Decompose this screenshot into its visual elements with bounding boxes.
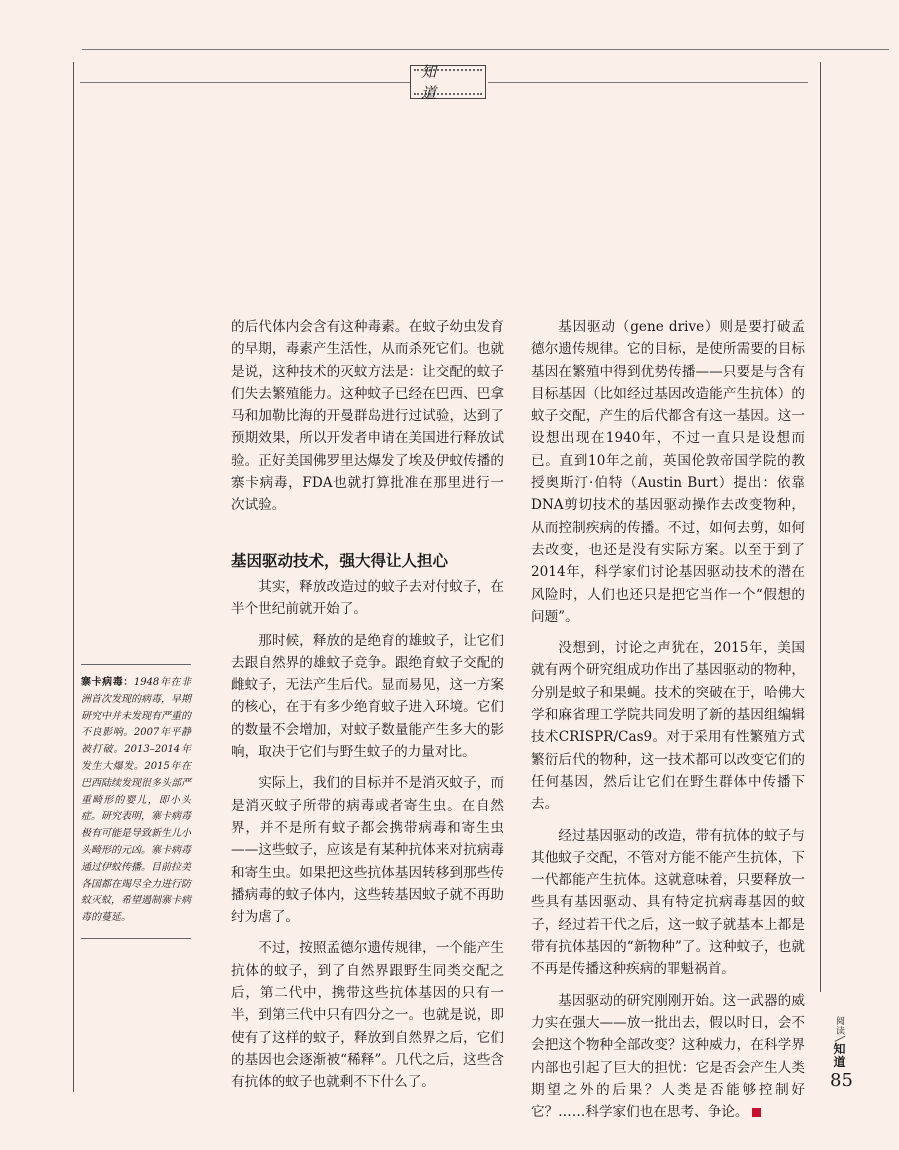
note-bottom-rule bbox=[81, 938, 191, 939]
paragraph: 没想到，讨论之声犹在，2015年，美国就有两个研究组成功作出了基因驱动的物种，分别是蚊子和果蝇。技术的突破在于，哈佛大学和麻省理工学院共同发明了新的基因组编辑技术CRISPR/Cas9。对于采用有性繁殖方式繁衍后代的物种，这一技术都可以改变它们的任何基因，然后让它们在野生群体中传播下去。 bbox=[531, 640, 805, 813]
header-line-left bbox=[80, 82, 410, 83]
paragraph: 基因驱动（gene drive）则是要打破孟德尔遗传规律。它的目标，是使所需要的目标基因在繁殖中得到优势传播——只要是与含有目标基因（比如经过基因改造能产生抗体）的蚊子交配，产生的后代都含有这一基因。这一设想出现在1940年，不过一直只是设想而已。直到10年之前，英国伦敦帝国学院的教授奥斯汀·伯特（Austin Burt）提出：依靠DNA剪切技术的基因驱动操作去改变物种，从而控制疾病的传播。不过，如何去剪，如何去改变，也还是没有实际方案。以至于到了2014年，科学家们讨论基因驱动技术的潜在风险时，人们也还只是把它当作一个“假想的问题”。 bbox=[531, 319, 805, 625]
page-number: 85 bbox=[830, 1070, 853, 1092]
note-term: 寨卡病毒： bbox=[81, 677, 134, 688]
note-body bbox=[81, 665, 191, 938]
paragraph: 经过基因驱动的改造，带有抗体的蚊子与其他蚊子交配，不管对方能不能产生抗体，下一代都能产生抗体。这就意味着，只要释放一些具有基因驱动、具有特定抗病毒基因的蚊子，经过若干代之后，这一蚊子就基本上都是带有抗体基因的“新物种”了。这种蚊子，也就不再是传播这种疾病的罪魁祸首。 bbox=[531, 827, 805, 978]
article-right-column bbox=[531, 316, 805, 1132]
paragraph-last bbox=[531, 990, 805, 1124]
folio-magazine: 阅读 bbox=[834, 1016, 844, 1036]
paragraph: 那时候，释放的是绝育的雄蚊子，让它们去跟自然界的雄蚊子竞争。跟绝育蚊子交配的雌蚊子，无法产生后代。显而易见，这一方案的核心，在于有多少绝育蚊子进入环境。它们的数量不会增加，对蚊子数量能产生多大的影响，取决于它们与野生蚊子的力量对比。 bbox=[231, 632, 504, 761]
folio-section-name: 知道 bbox=[832, 1042, 846, 1069]
paragraph: 实际上，我们的目标并不是消灭蚊子，而是消灭蚊子所带的病毒或者寄生虫。在自然界，并不是所有蚊子都会携带病毒和寄生虫——这些蚊子，应该是有某种抗体来对抗病毒和寄生虫。如果把这些抗体基因转移到那些传播病毒的蚊子体内，这些转基因蚊子就不再助纣为虐了。 bbox=[231, 775, 504, 926]
glossary-note bbox=[81, 664, 191, 939]
paragraph: 不过，按照孟德尔遗传规律，一个能产生抗体的蚊子，到了自然界跟野生同类交配之后，第二代中，携带这些抗体基因的只有一半，到第三代中只有四分之一。也就是说，即使有了这样的蚊子，释放到自然界之后，它们的基因也会逐渐被“稀释”。几代之后，这些含有抗体的蚊子也就剩不下什么了。 bbox=[231, 940, 504, 1091]
end-mark-icon bbox=[752, 1108, 761, 1117]
section-header-label: 知 道 bbox=[421, 63, 447, 102]
paragraph-text: 基因驱动的研究刚刚开始。这一武器的威力实在强大——放一批出去，假以时日，会不会把这个物种全部改变？这种威力，在科学界内部也引起了巨大的担忧：它是否会产生人类期望之外的后果？人类是否能够控制好它？……科学家们也在思考、争论。 bbox=[531, 992, 805, 1121]
page-folio bbox=[831, 1016, 861, 1091]
article-left-column bbox=[231, 316, 504, 1103]
paragraph: 的后代体内会含有这种毒素。在蚊子幼虫发育的早期，毒素产生活性，从而杀死它们。也就是说，这种技术的灭蚊方法是：让交配的蚊子们失去繁殖能力。这种蚊子已经在巴西、巴拿马和加勒比海的开曼群岛进行过试验，达到了预期效果，所以开发者申请在美国进行释放试验。正好美国佛罗里达爆发了埃及伊蚊传播的寨卡病毒，FDA也就打算批准在那里进行一次试验。 bbox=[231, 319, 504, 514]
top-rule bbox=[82, 49, 889, 50]
folio-section bbox=[831, 1016, 848, 1068]
left-margin-line bbox=[73, 62, 74, 1092]
folio-separator: ╲ bbox=[834, 1036, 844, 1043]
section-heading: 基因驱动技术，强大得让人担心 bbox=[231, 551, 449, 570]
paragraph: 其实，释放改造过的蚊子去对付蚊子，在半个世纪前就开始了。 bbox=[231, 578, 504, 618]
header-line-right bbox=[488, 82, 808, 83]
note-text: 1948年在非洲首次发现的病毒，早期研究中并未发现有严重的不良影响。2007年平静被打破。2013–2014年发生大爆发。2015年在巴西陆续发现很多头部严重畸形的婴儿，即小头症。研究表明，寨卡病毒极有可能是导致新生儿小头畸形的元凶。寨卡病毒通过伊蚊传播。目前拉美各国都在竭尽全力进行防蚊灭蚊，希望遏制寨卡病毒的蔓延。 bbox=[81, 677, 191, 924]
section-header bbox=[410, 63, 486, 102]
right-margin-line bbox=[820, 62, 821, 992]
